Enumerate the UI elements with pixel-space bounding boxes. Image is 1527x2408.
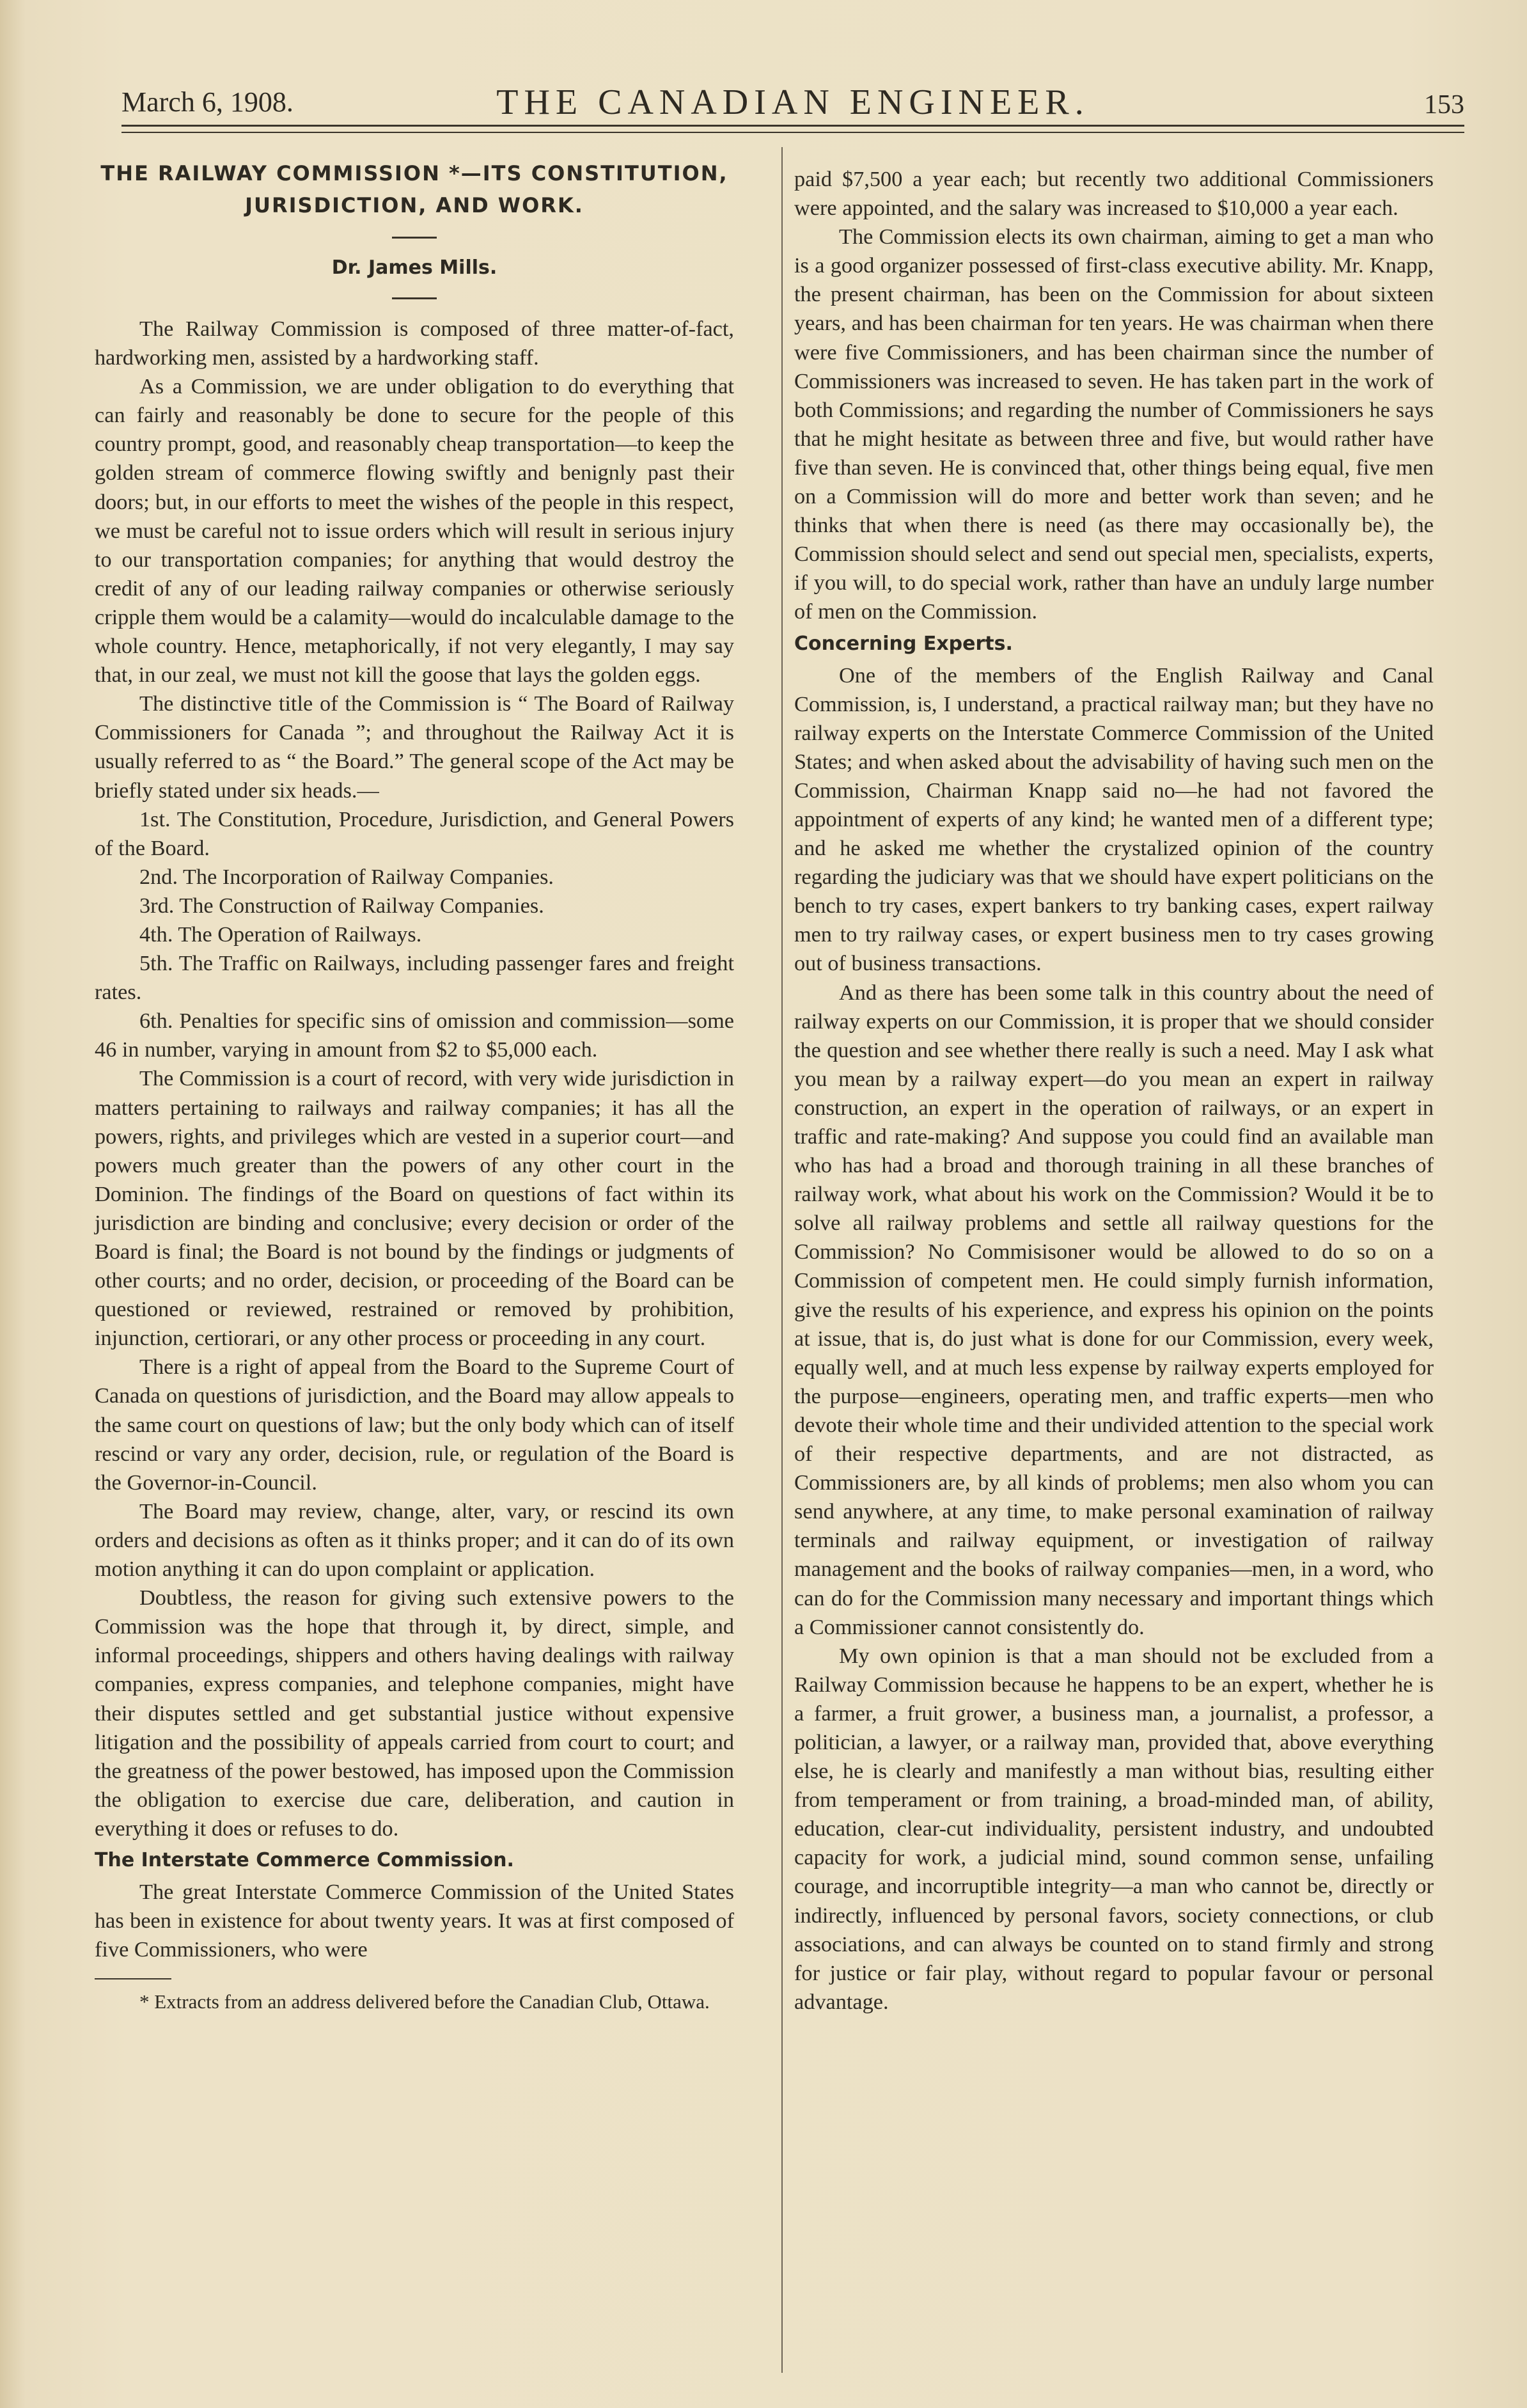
paragraph: The Board may review, change, alter, vary, or rescind its own orders and decisions as often as it thinks proper; and it can do of its own motion anything it can do upon complaint or application. (95, 1499, 734, 1582)
paragraph: paid $7,500 a year each; but recently two additional Commissioners were appointed, and the salary was increased to $10,000 a year each. (794, 167, 1434, 221)
list-item: 3rd. The Construction of Railway Companies. (139, 893, 544, 918)
byline-rule (392, 297, 437, 299)
list-item: 1st. The Constitution, Procedure, Jurisdiction, and General Powers of the Board. (95, 807, 734, 860)
paragraph: And as there has been some talk in this country about the need of railway experts on our Commission, it is proper that we should consider the question and see whether there really is such a need. May I ask what you mean by a railway expert—do you mean an expert in railway construction, an expert in the operation of railways, or an expert in traffic and rate-making? And suppose you could find an available man who has had a broad and thorough training in all these branches of railway work, what about his work on the Commission? Would it be to solve all railway problems and settle all railway questions for the Commission? No Commisisoner would be allowed to do so on a Commission of competent men. He could simply furnish information, give the results of his experience, and express his opinion on the points at issue, that is, do just what is done for our Commission, every week, equally well, and at much less expense by railway experts employed for the purpose—engineers, operating men, and traffic experts—men who devote their whole time and their undivided attention to the special work of their respective departments, and are not distracted, as Commissioners are, by all kinds of problems; men also whom you can send anywhere, at any time, to make personal examination of railway terminals and railway equipment, or investigation of railway management and the books of railway companies—men, in a word, who can do for the Commission many necessary and important things which a Commissioner cannot consistently do. (794, 980, 1434, 1639)
section-heading: Concerning Experts. (794, 632, 1013, 655)
footnote-rule (95, 1978, 171, 1979)
footnote: * Extracts from an address delivered before the Canadian Club, Ottawa. (139, 1990, 710, 2013)
left-column (95, 153, 734, 2015)
paragraph: The Railway Commission is composed of three matter-of-fact, hardworking men, assisted by a hardworking staff. (95, 317, 734, 370)
list-item: 6th. Penalties for specific sins of omission and commission—some 46 in number, varying in amount from $2 to $5,000 each. (95, 1009, 734, 1062)
paragraph: One of the members of the English Railway and Canal Commission, is, I understand, a practical railway man; but they have no railway experts on the Interstate Commerce Commission of the United States; and when asked about the advisability of having such men on the Commission, Chairman Knapp said no—he had not favored the appointment of experts of any kind; he wanted men of a different type; and he asked me whether the crystalized opinion of the country regarding the judiciary was that we should have expert politicians on the bench to try cases, expert bankers to try banking cases, expert railway men to try railway cases, or expert business men to try cases growing out of business transactions. (794, 663, 1434, 976)
paragraph: As a Commission, we are under obligation to do everything that can fairly and reasonably be done to secure for the people of this country prompt, good, and reasonably cheap transportation—to keep the golden stream of commerce flowing swiftly and benignly past their doors; but, in our efforts to meet the wishes of the people in this respect, we must be careful not to issue orders which will result in serious injury to our transportation companies; for anything that would destroy the credit of any of our leading railway companies or otherwise seriously cripple them would be a calamity—would do incalculable damage to the whole country. Hence, metaphorically, if not very elegantly, I may say that, in our zeal, we must not kill the goose that lays the golden eggs. (95, 374, 734, 688)
column-divider (781, 147, 783, 2373)
header-rule-top (121, 125, 1464, 127)
article-title-line-2: JURISDICTION, AND WORK. (245, 193, 584, 217)
article-title (95, 157, 734, 221)
paragraph: My own opinion is that a man should not be excluded from a Railway Commission because he happens to be an expert, whether he is a farmer, a fruit grower, a business man, a journalist, a professor, a politician, a lawyer, or a railway man, provided that, above everything else, he is clearly and manifestly a man without bias, resulting either from temperament or from training, a broad-minded man, of ability, education, clear-cut individuality, persistent industry, and undoubted capacity for work, a judicial mind, sound common sense, unfailing courage, and incorruptible integrity—a man who cannot be, directly or indirectly, influenced by personal favors, society connections, or club associations, and can always be counted on to stand firmly and strong for justice or fair play, without regard to popular favour or personal advantage. (794, 1643, 1434, 2014)
author-byline: Dr. James Mills. (331, 256, 497, 279)
article-title-line-1: THE RAILWAY COMMISSION *—ITS CONSTITUTION, (100, 161, 728, 185)
issue-date: March 6, 1908. (121, 86, 294, 118)
list-item: 4th. The Operation of Railways. (139, 922, 422, 947)
journal-title: THE CANADIAN ENGINEER. (496, 83, 1090, 122)
page-header (121, 75, 1464, 139)
paragraph: The distinctive title of the Commission is “ The Board of Railway Commissioners for Canada ”; and throughout the Railway Act it is usually referred to as “ the Board.” The general scope of the Act may be briefly stated under six heads.— (95, 691, 734, 803)
paragraph: The great Interstate Commerce Commission of the United States has been in existence for about twenty years. It was at first composed of five Commissioners, who were (95, 1879, 734, 1962)
list-item: 2nd. The Incorporation of Railway Companies. (139, 864, 554, 889)
header-rule-bottom (121, 132, 1464, 133)
title-rule (392, 237, 437, 239)
paragraph: Doubtless, the reason for giving such extensive powers to the Commission was the hope that through it, by direct, simple, and informal proceedings, shippers and others having dealings with railway companies, express companies, and telephone companies, might have their disputes settled and get substantial justice without expensive litigation and the possibility of appeals carried from court to court; and the greatness of the power bestowed, has imposed upon the Commission the obligation to exercise due care, deliberation, and caution in everything it does or refuses to do. (95, 1586, 734, 1841)
section-heading: The Interstate Commerce Commission. (95, 1848, 514, 1871)
paragraph: The Commission is a court of record, with very wide jurisdiction in matters pertaining to railways and railway companies; it has all the powers, rights, and privileges which are vested in a superior court—and powers much greater than the powers of any other court in the Dominion. The findings of the Board on questions of fact within its jurisdiction are binding and conclusive; every decision or order of the Board is final; the Board is not bound by the findings or judgments of other courts; and no order, decision, or proceeding of the Board can be questioned or reviewed, restrained or removed by prohibition, injunction, certiorari, or any other process or proceeding in any court. (95, 1066, 734, 1351)
list-item: 5th. The Traffic on Railways, including passenger fares and freight rates. (95, 951, 734, 1005)
right-column (794, 165, 1434, 2017)
paragraph: There is a right of appeal from the Board to the Supreme Court of Canada on questions of jurisdiction, and the Board may allow appeals to the same court on questions of law; but the only body which can of itself rescind or vary any order, decision, rule, or regulation of the Board is the Governor-in-Council. (95, 1355, 734, 1495)
paragraph: The Commission elects its own chairman, aiming to get a man who is a good organizer possessed of first-class executive ability. Mr. Knapp, the present chairman, has been on the Commission for about sixteen years, and has been chairman for ten years. He was chairman when there were five Commissioners, and has been chairman since the number of Commissioners was increased to seven. He has taken part in the work of both Commissions; and regarding the number of Commissioners he says that he might hesitate as between three and five, but would rather have five than seven. He is convinced that, other things being equal, five men on a Commission will do more and better work than seven; and he thinks that when there is need (as there may occasionally be), the Commission should select and send out special men, specialists, experts, if you will, to do special work, rather than have an unduly large number of men on the Commission. (794, 224, 1434, 624)
page-number: 153 (1424, 90, 1464, 120)
